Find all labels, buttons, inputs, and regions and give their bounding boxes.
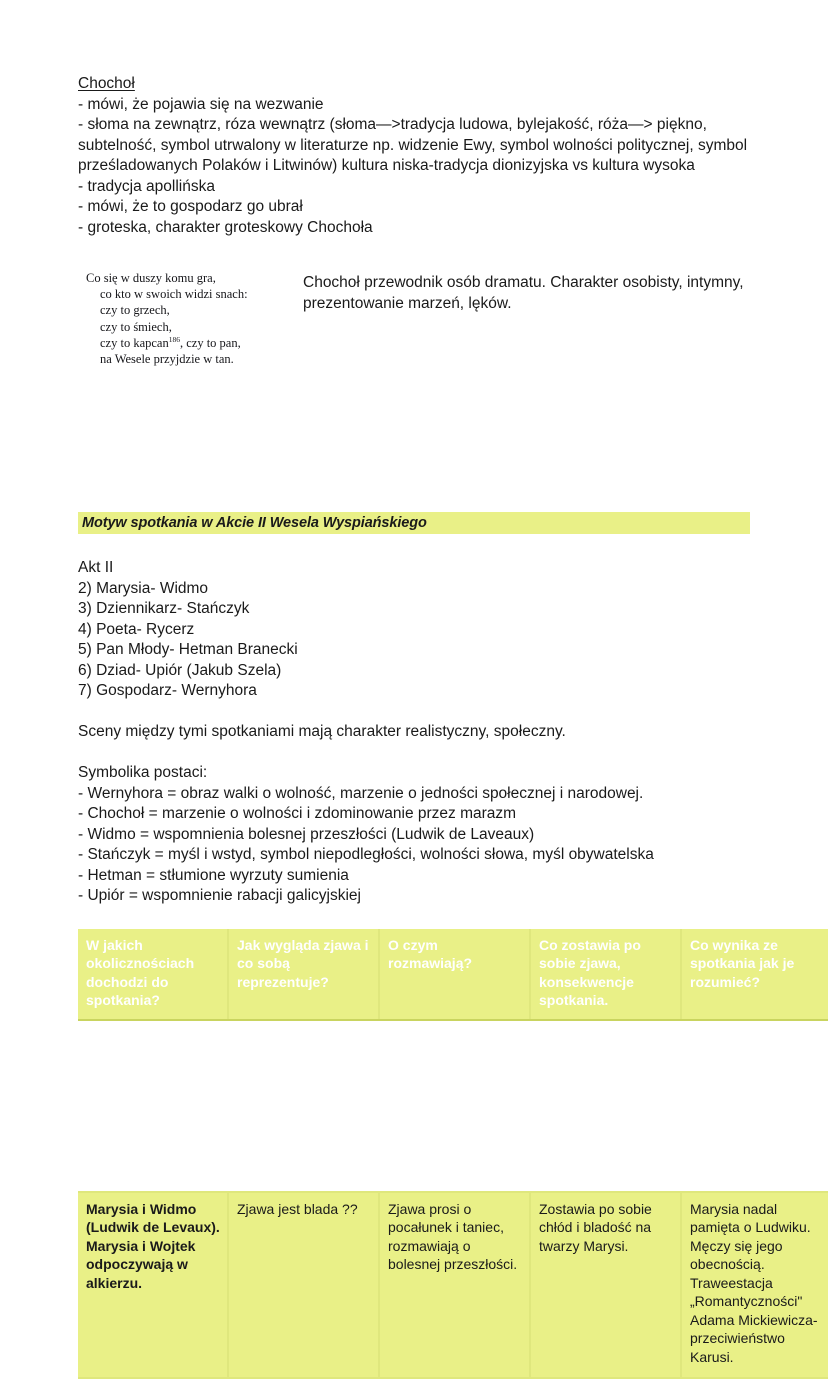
table-cell-1-1: Marysia i Widmo (Ludwik de Levaux). Marysia i Wojtek odpoczywają w alkierzu. bbox=[78, 1192, 228, 1378]
spacer-2 bbox=[78, 743, 750, 764]
akt-item-3: 3) Dziennikarz- Stańczyk bbox=[78, 600, 250, 617]
table-header bbox=[78, 929, 828, 1020]
table-header-cell-5: Co wynika ze spotkania jak je rozumieć? bbox=[681, 929, 828, 1020]
spacer-1 bbox=[78, 702, 750, 723]
chochol-line-5: - groteska, charakter groteskowy Chochoła bbox=[78, 218, 373, 236]
table-gap-cell-4 bbox=[530, 1020, 681, 1192]
poem-line-5 bbox=[86, 335, 336, 351]
poem-row bbox=[78, 270, 750, 380]
symbolika-item-5: - Hetman = stłumione wyrzuty sumienia bbox=[78, 866, 349, 884]
document-content bbox=[78, 74, 818, 1379]
table-gap-cell-2 bbox=[228, 1020, 379, 1192]
akt-item-6: 6) Dziad- Upiór (Jakub Szela) bbox=[78, 661, 282, 679]
poem-line-1: Co się w duszy komu gra, bbox=[86, 271, 216, 285]
sceny-note: Sceny między tymi spotkaniami mają charakter realistyczny, społeczny. bbox=[78, 723, 566, 740]
symbolika-title: Symbolika postaci: bbox=[78, 764, 208, 781]
akt-item-2: 2) Marysia- Widmo bbox=[78, 579, 209, 597]
chochol-line-1: - mówi, że pojawia się na wezwanie bbox=[78, 95, 324, 113]
akt-block bbox=[78, 558, 750, 702]
akt-item-5: 5) Pan Młody- Hetman Branecki bbox=[78, 641, 298, 658]
poem-line-6: na Wesele przyjdzie w tan. bbox=[100, 352, 234, 367]
table-gap-cell-5 bbox=[681, 1020, 828, 1192]
akt-item-7: 7) Gospodarz- Wernyhora bbox=[78, 682, 257, 699]
table-gap-cell-1 bbox=[78, 1020, 228, 1192]
akt-title: Akt II bbox=[78, 559, 114, 576]
poem-line-5-text: czy to kapcan bbox=[100, 335, 169, 350]
table-cell-1-5: Marysia nadal pamięta o Ludwiku. Męczy się jego obecnością. Traweestacja „Romantyczności" Adama Mickiewicza-przeciwieństwo Karusi. bbox=[681, 1192, 828, 1378]
poem-line-2: co kto w swoich widzi snach: bbox=[100, 287, 248, 302]
table-gap-cell-3 bbox=[379, 1020, 530, 1192]
table-row bbox=[78, 1192, 828, 1378]
symbolika-item-1: - Wernyhora = obraz walki o wolność, marzenie o jedności społecznej i narodowej. bbox=[78, 784, 644, 802]
table-body bbox=[78, 1020, 828, 1378]
table-header-cell-1: W jakich okolicznościach dochodzi do spotkania? bbox=[78, 929, 228, 1020]
table-header-row bbox=[78, 929, 828, 1020]
table-cell-1-3: Zjawa prosi o pocałunek i taniec, rozmawiają o bolesnej przeszłości. bbox=[379, 1192, 530, 1378]
symbolika-item-2: - Chochoł = marzenie o wolności i zdominowanie przez marazm bbox=[78, 805, 517, 822]
symbolika-item-6: - Upiór = wspomnienie rabacji galicyjskiej bbox=[78, 887, 361, 904]
table-cell-1-2: Zjawa jest blada ?? bbox=[228, 1192, 379, 1378]
poem-line-5-tail: , czy to pan, bbox=[179, 335, 241, 350]
table-header-cell-3: O czym rozmawiają? bbox=[379, 929, 530, 1020]
symbolika-item-4: - Stańczyk = myśl i wstyd, symbol niepodległości, wolności słowa, myśl obywatelska bbox=[78, 846, 654, 863]
chochol-line-3: - tradycja apollińska bbox=[78, 177, 215, 195]
poem-line-4: czy to śmiech, bbox=[100, 319, 172, 334]
chochol-line-4: - mówi, że to gospodarz go ubrał bbox=[78, 198, 303, 215]
table-header-cell-2: Jak wygląda zjawa i co sobą reprezentuje? bbox=[228, 929, 379, 1020]
poem-note: Chochoł przewodnik osób dramatu. Charakter osobisty, intymny, prezentowanie marzeń, lęków. bbox=[303, 274, 744, 312]
table-gap-row bbox=[78, 1020, 828, 1192]
section-title-chochol: Chochoł bbox=[78, 75, 135, 92]
footnote-marker: 186 bbox=[168, 334, 180, 344]
highlighted-heading: Motyw spotkania w Akcie II Wesela Wyspiańskiego bbox=[78, 512, 750, 534]
meeting-table bbox=[78, 929, 828, 1379]
poem-quote bbox=[86, 270, 336, 367]
table-header-cell-4: Co zostawia po sobie zjawa, konsekwencje spotkania. bbox=[530, 929, 681, 1020]
symbolika-item-3: - Widmo = wspomnienia bolesnej przeszłości (Ludwik de Laveaux) bbox=[78, 825, 535, 843]
poem-line-3: czy to grzech, bbox=[100, 303, 170, 318]
table-cell-1-4: Zostawia po sobie chłód i bladość na twarzy Marysi. bbox=[530, 1192, 681, 1378]
chochol-line-2: - słoma na zewnątrz, róza wewnątrz (słoma—>tradycja ludowa, bylejakość, róża—> piękno, subtelność, symbol utrwalony w literaturze np. widzenie Ewy, symbol wolności politycznej, symbol prześladowanych Polaków i Litwinów) kultura niska-tradycja dionizyjska vs kultura wysoka bbox=[78, 116, 752, 174]
akt-item-4: 4) Poeta- Rycerz bbox=[78, 620, 195, 638]
